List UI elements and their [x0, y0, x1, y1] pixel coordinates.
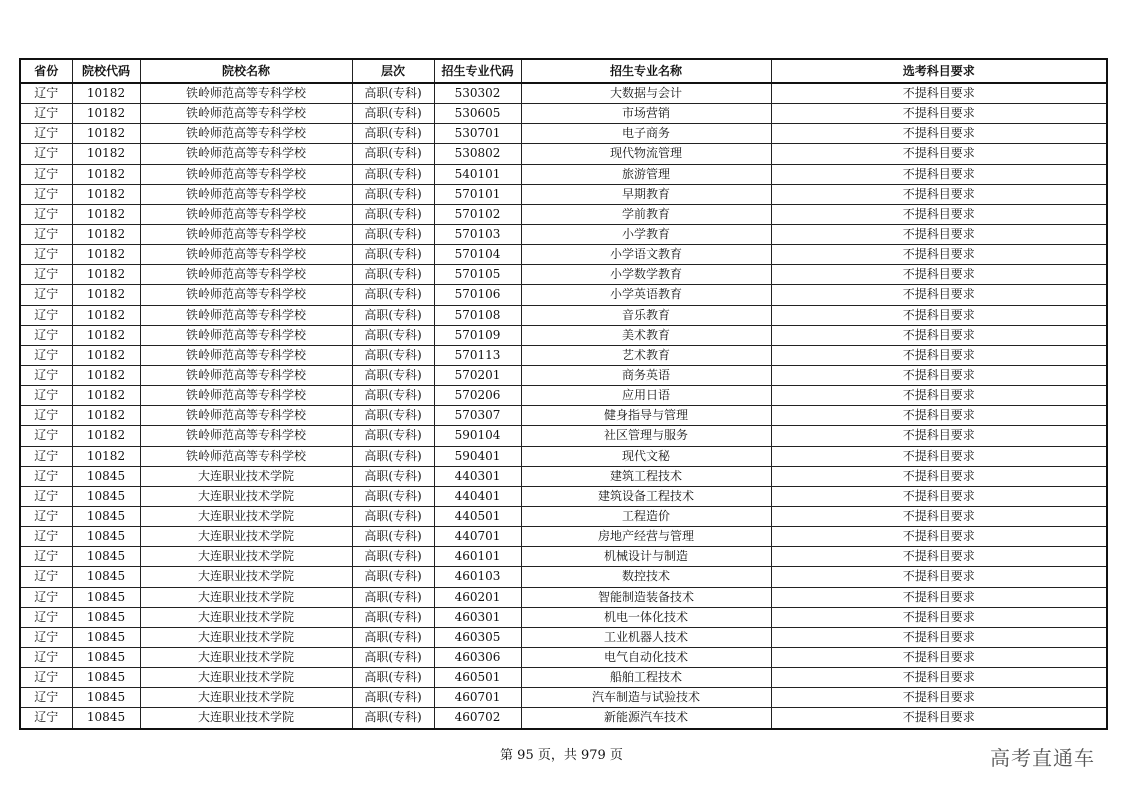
- cell-subject-requirement: 不提科目要求: [771, 547, 1107, 567]
- cell-major-code: 460305: [434, 627, 521, 647]
- cell-major-code: 540101: [434, 164, 521, 184]
- cell-province: 辽宁: [20, 446, 72, 466]
- cell-school-name: 大连职业技术学院: [140, 506, 352, 526]
- cell-level: 高职(专科): [352, 224, 434, 244]
- cell-subject-requirement: 不提科目要求: [771, 627, 1107, 647]
- cell-school-code: 10182: [72, 204, 140, 224]
- cell-school-code: 10182: [72, 406, 140, 426]
- cell-major-name: 工业机器人技术: [521, 627, 771, 647]
- cell-province: 辽宁: [20, 104, 72, 124]
- cell-major-code: 460201: [434, 587, 521, 607]
- cell-school-name: 铁岭师范高等专科学校: [140, 386, 352, 406]
- cell-province: 辽宁: [20, 204, 72, 224]
- cell-major-name: 数控技术: [521, 567, 771, 587]
- cell-level: 高职(专科): [352, 708, 434, 729]
- cell-major-name: 电气自动化技术: [521, 647, 771, 667]
- table-row: [20, 406, 1107, 426]
- cell-school-code: 10182: [72, 305, 140, 325]
- cell-major-name: 学前教育: [521, 204, 771, 224]
- cell-province: 辽宁: [20, 184, 72, 204]
- table-row: [20, 164, 1107, 184]
- cell-school-name: 铁岭师范高等专科学校: [140, 184, 352, 204]
- cell-school-name: 大连职业技术学院: [140, 587, 352, 607]
- cell-major-code: 570103: [434, 224, 521, 244]
- cell-province: 辽宁: [20, 506, 72, 526]
- table-row: [20, 607, 1107, 627]
- cell-major-name: 商务英语: [521, 365, 771, 385]
- cell-major-code: 460701: [434, 688, 521, 708]
- cell-school-code: 10845: [72, 647, 140, 667]
- cell-major-code: 460501: [434, 668, 521, 688]
- cell-subject-requirement: 不提科目要求: [771, 325, 1107, 345]
- cell-school-name: 大连职业技术学院: [140, 486, 352, 506]
- cell-subject-requirement: 不提科目要求: [771, 386, 1107, 406]
- table-row: [20, 184, 1107, 204]
- cell-level: 高职(专科): [352, 627, 434, 647]
- cell-province: 辽宁: [20, 245, 72, 265]
- table-body: [20, 83, 1107, 729]
- table-row: [20, 426, 1107, 446]
- cell-major-name: 现代文秘: [521, 446, 771, 466]
- cell-subject-requirement: 不提科目要求: [771, 527, 1107, 547]
- cell-major-code: 530302: [434, 83, 521, 104]
- cell-school-name: 铁岭师范高等专科学校: [140, 305, 352, 325]
- cell-school-name: 大连职业技术学院: [140, 607, 352, 627]
- header-level: 层次: [352, 59, 434, 83]
- cell-subject-requirement: 不提科目要求: [771, 305, 1107, 325]
- cell-major-code: 570113: [434, 345, 521, 365]
- cell-province: 辽宁: [20, 607, 72, 627]
- cell-subject-requirement: 不提科目要求: [771, 668, 1107, 688]
- cell-school-code: 10182: [72, 104, 140, 124]
- cell-school-code: 10182: [72, 224, 140, 244]
- table-row: [20, 647, 1107, 667]
- cell-major-code: 530701: [434, 124, 521, 144]
- cell-subject-requirement: 不提科目要求: [771, 265, 1107, 285]
- cell-subject-requirement: 不提科目要求: [771, 587, 1107, 607]
- cell-province: 辽宁: [20, 708, 72, 729]
- table-row: [20, 688, 1107, 708]
- table-row: [20, 527, 1107, 547]
- cell-school-code: 10845: [72, 547, 140, 567]
- table-row: [20, 265, 1107, 285]
- cell-school-code: 10845: [72, 506, 140, 526]
- cell-province: 辽宁: [20, 386, 72, 406]
- cell-major-name: 小学数学教育: [521, 265, 771, 285]
- cell-level: 高职(专科): [352, 406, 434, 426]
- cell-level: 高职(专科): [352, 305, 434, 325]
- cell-major-name: 早期教育: [521, 184, 771, 204]
- cell-province: 辽宁: [20, 406, 72, 426]
- cell-level: 高职(专科): [352, 466, 434, 486]
- cell-major-code: 440301: [434, 466, 521, 486]
- cell-major-code: 530605: [434, 104, 521, 124]
- cell-level: 高职(专科): [352, 124, 434, 144]
- table-row: [20, 305, 1107, 325]
- cell-subject-requirement: 不提科目要求: [771, 345, 1107, 365]
- cell-school-name: 铁岭师范高等专科学校: [140, 83, 352, 104]
- cell-province: 辽宁: [20, 486, 72, 506]
- cell-major-name: 市场营销: [521, 104, 771, 124]
- cell-province: 辽宁: [20, 647, 72, 667]
- cell-major-code: 570307: [434, 406, 521, 426]
- cell-province: 辽宁: [20, 426, 72, 446]
- cell-major-code: 570105: [434, 265, 521, 285]
- cell-major-name: 机械设计与制造: [521, 547, 771, 567]
- cell-subject-requirement: 不提科目要求: [771, 688, 1107, 708]
- header-school-name: 院校名称: [140, 59, 352, 83]
- cell-level: 高职(专科): [352, 285, 434, 305]
- cell-subject-requirement: 不提科目要求: [771, 224, 1107, 244]
- cell-major-code: 570109: [434, 325, 521, 345]
- admission-majors-table: [19, 58, 1108, 730]
- cell-subject-requirement: 不提科目要求: [771, 567, 1107, 587]
- cell-subject-requirement: 不提科目要求: [771, 164, 1107, 184]
- cell-major-name: 工程造价: [521, 506, 771, 526]
- cell-province: 辽宁: [20, 285, 72, 305]
- cell-level: 高职(专科): [352, 204, 434, 224]
- cell-school-name: 铁岭师范高等专科学校: [140, 426, 352, 446]
- cell-level: 高职(专科): [352, 486, 434, 506]
- cell-province: 辽宁: [20, 688, 72, 708]
- table-row: [20, 486, 1107, 506]
- cell-school-name: 铁岭师范高等专科学校: [140, 365, 352, 385]
- cell-level: 高职(专科): [352, 668, 434, 688]
- cell-subject-requirement: 不提科目要求: [771, 406, 1107, 426]
- cell-level: 高职(专科): [352, 265, 434, 285]
- table-row: [20, 386, 1107, 406]
- cell-major-code: 570108: [434, 305, 521, 325]
- cell-province: 辽宁: [20, 224, 72, 244]
- cell-school-name: 铁岭师范高等专科学校: [140, 144, 352, 164]
- cell-school-name: 大连职业技术学院: [140, 627, 352, 647]
- cell-province: 辽宁: [20, 466, 72, 486]
- cell-major-code: 570104: [434, 245, 521, 265]
- cell-level: 高职(专科): [352, 547, 434, 567]
- cell-school-name: 大连职业技术学院: [140, 668, 352, 688]
- cell-province: 辽宁: [20, 345, 72, 365]
- cell-major-name: 社区管理与服务: [521, 426, 771, 446]
- table-row: [20, 325, 1107, 345]
- cell-subject-requirement: 不提科目要求: [771, 446, 1107, 466]
- cell-school-name: 铁岭师范高等专科学校: [140, 325, 352, 345]
- cell-province: 辽宁: [20, 144, 72, 164]
- cell-school-code: 10845: [72, 587, 140, 607]
- cell-level: 高职(专科): [352, 647, 434, 667]
- cell-level: 高职(专科): [352, 688, 434, 708]
- table-row: [20, 245, 1107, 265]
- cell-major-code: 590104: [434, 426, 521, 446]
- cell-school-name: 大连职业技术学院: [140, 527, 352, 547]
- cell-school-name: 铁岭师范高等专科学校: [140, 285, 352, 305]
- cell-major-code: 440401: [434, 486, 521, 506]
- cell-school-name: 铁岭师范高等专科学校: [140, 124, 352, 144]
- cell-school-name: 铁岭师范高等专科学校: [140, 204, 352, 224]
- page-number: 第 95 页，共 979 页: [500, 748, 623, 763]
- cell-school-code: 10182: [72, 245, 140, 265]
- cell-major-code: 570101: [434, 184, 521, 204]
- table-row: [20, 124, 1107, 144]
- cell-major-name: 新能源汽车技术: [521, 708, 771, 729]
- cell-school-name: 大连职业技术学院: [140, 567, 352, 587]
- cell-school-name: 铁岭师范高等专科学校: [140, 245, 352, 265]
- cell-province: 辽宁: [20, 527, 72, 547]
- table-row: [20, 506, 1107, 526]
- cell-subject-requirement: 不提科目要求: [771, 83, 1107, 104]
- cell-province: 辽宁: [20, 668, 72, 688]
- cell-school-code: 10845: [72, 486, 140, 506]
- cell-major-name: 房地产经营与管理: [521, 527, 771, 547]
- cell-major-name: 建筑工程技术: [521, 466, 771, 486]
- cell-school-name: 大连职业技术学院: [140, 547, 352, 567]
- cell-major-code: 570201: [434, 365, 521, 385]
- cell-major-name: 现代物流管理: [521, 144, 771, 164]
- cell-level: 高职(专科): [352, 184, 434, 204]
- header-province: 省份: [20, 59, 72, 83]
- cell-major-name: 小学英语教育: [521, 285, 771, 305]
- cell-major-code: 460306: [434, 647, 521, 667]
- cell-level: 高职(专科): [352, 164, 434, 184]
- cell-school-code: 10182: [72, 446, 140, 466]
- cell-school-name: 铁岭师范高等专科学校: [140, 406, 352, 426]
- cell-province: 辽宁: [20, 365, 72, 385]
- cell-level: 高职(专科): [352, 144, 434, 164]
- cell-school-code: 10845: [72, 567, 140, 587]
- cell-school-code: 10182: [72, 365, 140, 385]
- cell-school-code: 10182: [72, 386, 140, 406]
- cell-major-name: 旅游管理: [521, 164, 771, 184]
- table-row: [20, 204, 1107, 224]
- cell-major-name: 音乐教育: [521, 305, 771, 325]
- cell-subject-requirement: 不提科目要求: [771, 647, 1107, 667]
- cell-province: 辽宁: [20, 567, 72, 587]
- cell-school-code: 10845: [72, 607, 140, 627]
- cell-school-code: 10845: [72, 708, 140, 729]
- cell-major-code: 440701: [434, 527, 521, 547]
- cell-province: 辽宁: [20, 305, 72, 325]
- cell-level: 高职(专科): [352, 506, 434, 526]
- cell-school-name: 铁岭师范高等专科学校: [140, 164, 352, 184]
- cell-major-code: 570206: [434, 386, 521, 406]
- cell-subject-requirement: 不提科目要求: [771, 104, 1107, 124]
- cell-school-code: 10845: [72, 466, 140, 486]
- cell-level: 高职(专科): [352, 426, 434, 446]
- cell-school-name: 大连职业技术学院: [140, 466, 352, 486]
- cell-major-code: 570106: [434, 285, 521, 305]
- table-row: [20, 627, 1107, 647]
- cell-province: 辽宁: [20, 627, 72, 647]
- cell-subject-requirement: 不提科目要求: [771, 708, 1107, 729]
- table-row: [20, 708, 1107, 729]
- cell-major-name: 美术教育: [521, 325, 771, 345]
- cell-province: 辽宁: [20, 164, 72, 184]
- cell-school-name: 铁岭师范高等专科学校: [140, 224, 352, 244]
- cell-subject-requirement: 不提科目要求: [771, 486, 1107, 506]
- cell-school-code: 10182: [72, 164, 140, 184]
- header-major-name: 招生专业名称: [521, 59, 771, 83]
- table-row: [20, 567, 1107, 587]
- cell-major-code: 570102: [434, 204, 521, 224]
- cell-school-code: 10182: [72, 83, 140, 104]
- cell-school-name: 铁岭师范高等专科学校: [140, 104, 352, 124]
- header-school-code: 院校代码: [72, 59, 140, 83]
- cell-level: 高职(专科): [352, 245, 434, 265]
- cell-level: 高职(专科): [352, 345, 434, 365]
- cell-major-code: 590401: [434, 446, 521, 466]
- cell-level: 高职(专科): [352, 365, 434, 385]
- cell-major-code: 460101: [434, 547, 521, 567]
- cell-province: 辽宁: [20, 325, 72, 345]
- table-row: [20, 144, 1107, 164]
- cell-major-name: 电子商务: [521, 124, 771, 144]
- table-header-row: [20, 59, 1107, 83]
- table-row: [20, 104, 1107, 124]
- table-row: [20, 668, 1107, 688]
- cell-level: 高职(专科): [352, 104, 434, 124]
- cell-province: 辽宁: [20, 124, 72, 144]
- cell-major-code: 440501: [434, 506, 521, 526]
- cell-subject-requirement: 不提科目要求: [771, 426, 1107, 446]
- cell-major-name: 健身指导与管理: [521, 406, 771, 426]
- cell-school-name: 大连职业技术学院: [140, 647, 352, 667]
- cell-major-name: 艺术教育: [521, 345, 771, 365]
- cell-level: 高职(专科): [352, 527, 434, 547]
- cell-subject-requirement: 不提科目要求: [771, 184, 1107, 204]
- cell-major-name: 机电一体化技术: [521, 607, 771, 627]
- cell-major-name: 建筑设备工程技术: [521, 486, 771, 506]
- cell-major-name: 小学教育: [521, 224, 771, 244]
- cell-level: 高职(专科): [352, 386, 434, 406]
- table-row: [20, 466, 1107, 486]
- cell-major-code: 460103: [434, 567, 521, 587]
- cell-school-code: 10845: [72, 527, 140, 547]
- cell-subject-requirement: 不提科目要求: [771, 466, 1107, 486]
- cell-school-code: 10182: [72, 345, 140, 365]
- cell-major-name: 船舶工程技术: [521, 668, 771, 688]
- cell-subject-requirement: 不提科目要求: [771, 285, 1107, 305]
- cell-school-code: 10845: [72, 627, 140, 647]
- cell-school-code: 10182: [72, 144, 140, 164]
- cell-level: 高职(专科): [352, 587, 434, 607]
- cell-province: 辽宁: [20, 587, 72, 607]
- cell-school-code: 10182: [72, 124, 140, 144]
- cell-major-name: 应用日语: [521, 386, 771, 406]
- cell-level: 高职(专科): [352, 607, 434, 627]
- cell-subject-requirement: 不提科目要求: [771, 245, 1107, 265]
- cell-school-code: 10182: [72, 426, 140, 446]
- cell-subject-requirement: 不提科目要求: [771, 124, 1107, 144]
- table-row: [20, 224, 1107, 244]
- table-row: [20, 365, 1107, 385]
- cell-school-code: 10182: [72, 265, 140, 285]
- cell-subject-requirement: 不提科目要求: [771, 144, 1107, 164]
- cell-level: 高职(专科): [352, 83, 434, 104]
- cell-level: 高职(专科): [352, 446, 434, 466]
- cell-school-name: 铁岭师范高等专科学校: [140, 265, 352, 285]
- cell-subject-requirement: 不提科目要求: [771, 506, 1107, 526]
- cell-level: 高职(专科): [352, 567, 434, 587]
- cell-subject-requirement: 不提科目要求: [771, 204, 1107, 224]
- table-row: [20, 285, 1107, 305]
- cell-school-name: 大连职业技术学院: [140, 688, 352, 708]
- watermark-logo-text: 高考直通车: [990, 746, 1095, 770]
- cell-major-code: 530802: [434, 144, 521, 164]
- cell-major-code: 460301: [434, 607, 521, 627]
- header-major-code: 招生专业代码: [434, 59, 521, 83]
- cell-major-name: 汽车制造与试验技术: [521, 688, 771, 708]
- cell-school-name: 铁岭师范高等专科学校: [140, 446, 352, 466]
- cell-province: 辽宁: [20, 83, 72, 104]
- cell-major-name: 智能制造装备技术: [521, 587, 771, 607]
- cell-school-code: 10182: [72, 184, 140, 204]
- cell-province: 辽宁: [20, 547, 72, 567]
- cell-major-name: 小学语文教育: [521, 245, 771, 265]
- table-row: [20, 446, 1107, 466]
- header-subject-requirement: 选考科目要求: [771, 59, 1107, 83]
- cell-subject-requirement: 不提科目要求: [771, 607, 1107, 627]
- cell-major-name: 大数据与会计: [521, 83, 771, 104]
- table-row: [20, 547, 1107, 567]
- table-row: [20, 587, 1107, 607]
- cell-school-code: 10182: [72, 325, 140, 345]
- cell-province: 辽宁: [20, 265, 72, 285]
- cell-school-code: 10845: [72, 688, 140, 708]
- cell-school-code: 10182: [72, 285, 140, 305]
- cell-school-name: 大连职业技术学院: [140, 708, 352, 729]
- cell-major-code: 460702: [434, 708, 521, 729]
- table-row: [20, 83, 1107, 104]
- cell-school-code: 10845: [72, 668, 140, 688]
- table-row: [20, 345, 1107, 365]
- cell-school-name: 铁岭师范高等专科学校: [140, 345, 352, 365]
- cell-level: 高职(专科): [352, 325, 434, 345]
- cell-subject-requirement: 不提科目要求: [771, 365, 1107, 385]
